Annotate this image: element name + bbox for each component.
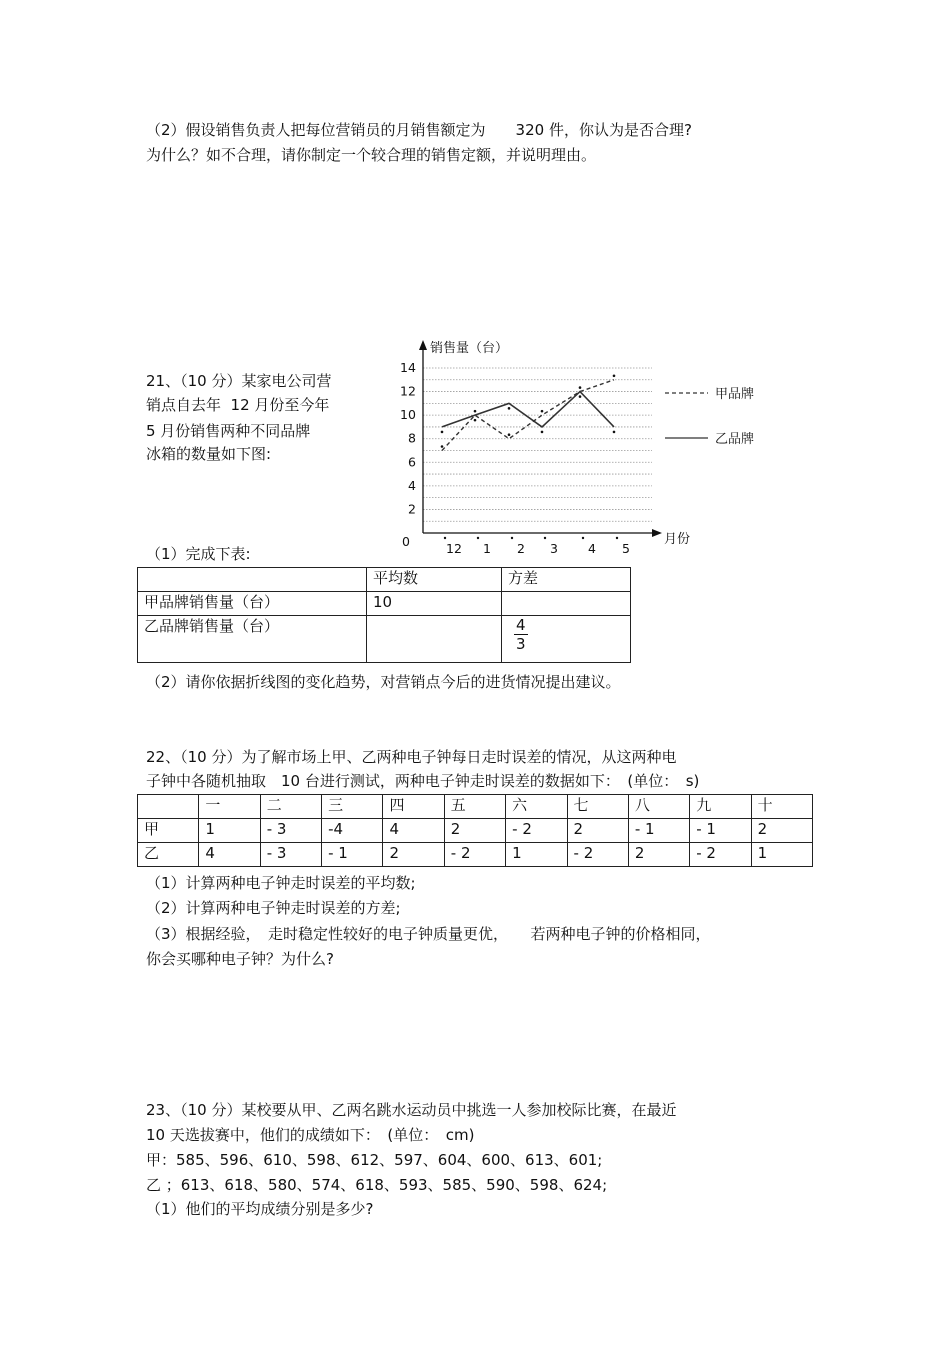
table-cell bbox=[138, 795, 199, 819]
q22-part: （1）计算两种电子钟走时误差的平均数; bbox=[146, 874, 416, 892]
table-cell: 1 bbox=[199, 819, 260, 843]
table-cell bbox=[138, 568, 367, 592]
x-tick-label: 2 bbox=[517, 541, 525, 556]
table-cell: 七 bbox=[567, 795, 628, 819]
table-cell: - 2 bbox=[690, 843, 751, 867]
table-row bbox=[138, 795, 813, 819]
table-cell: 九 bbox=[690, 795, 751, 819]
table-cell: - 2 bbox=[444, 843, 505, 867]
x-axis-label: 月份 bbox=[664, 532, 691, 547]
row-label-jia: 甲品牌销售量（台） bbox=[138, 592, 367, 616]
q21-intro-line: 冰箱的数量如下图: bbox=[146, 445, 272, 463]
q23-line2: 10 天选拔赛中，他们的成绩如下： (单位： cm) bbox=[146, 1126, 475, 1144]
series-line-2 bbox=[442, 392, 614, 427]
x-tick-mark bbox=[444, 537, 446, 539]
table-cell: - 1 bbox=[690, 819, 751, 843]
legend-label: 甲品牌 bbox=[715, 387, 755, 402]
x-tick-label: 1 bbox=[483, 541, 491, 556]
x-axis-arrow bbox=[652, 529, 662, 537]
legend-label: 乙品牌 bbox=[715, 432, 755, 447]
q20-part2-line1: （2）假设销售负责人把每位营销员的月销售额定为 320 件，你认为是否合理? bbox=[146, 121, 692, 139]
y-axis-arrow bbox=[419, 340, 427, 350]
table-cell: 五 bbox=[444, 795, 505, 819]
x-tick-label: 12 bbox=[446, 541, 462, 556]
data-point bbox=[541, 431, 544, 434]
q21-intro-line: 销点自去年 12 月份至今年 bbox=[146, 396, 330, 414]
table-cell: 六 bbox=[506, 795, 567, 819]
cell-jia-mean: 10 bbox=[367, 592, 502, 616]
table-cell: 二 bbox=[260, 795, 321, 819]
q23-jia-scores: 甲：585、596、610、598、612、597、604、600、613、601; bbox=[146, 1151, 603, 1169]
table-row bbox=[138, 592, 631, 616]
table-cell: 1 bbox=[506, 843, 567, 867]
y-tick-label: 6 bbox=[408, 454, 416, 470]
y-tick-label: 8 bbox=[408, 430, 416, 446]
data-point bbox=[441, 431, 444, 434]
q21-intro-line: 21、（10 分）某家电公司营 bbox=[146, 372, 332, 390]
table-cell: 四 bbox=[383, 795, 444, 819]
table-cell: - 2 bbox=[567, 843, 628, 867]
table-cell: -4 bbox=[322, 819, 383, 843]
x-tick-label: 4 bbox=[588, 541, 596, 556]
y-tick-label: 2 bbox=[408, 501, 416, 517]
x-tick-label: 3 bbox=[550, 541, 558, 556]
q22-part: （2）计算两种电子钟走时误差的方差; bbox=[146, 899, 401, 917]
data-point bbox=[474, 410, 477, 413]
data-point bbox=[508, 433, 511, 436]
table-cell: 1 bbox=[751, 843, 812, 867]
y-tick-label: 4 bbox=[408, 477, 416, 493]
y-tick-label: 14 bbox=[400, 360, 416, 375]
fraction-numerator: 4 bbox=[516, 616, 526, 634]
table-row bbox=[138, 568, 631, 592]
table-cell: - 2 bbox=[506, 819, 567, 843]
chart-axes bbox=[419, 340, 690, 547]
q20-part2-line2: 为什么？如不合理，请你制定一个较合理的销售定额，并说明理由。 bbox=[146, 146, 597, 164]
table-cell: - 1 bbox=[628, 819, 689, 843]
chart-ticks bbox=[400, 360, 630, 556]
table-cell: 4 bbox=[199, 843, 260, 867]
table-header-mean: 平均数 bbox=[367, 568, 502, 592]
fraction bbox=[514, 616, 528, 653]
x-tick-mark bbox=[582, 537, 584, 539]
cell-yi-mean bbox=[367, 616, 502, 663]
table-cell: 2 bbox=[444, 819, 505, 843]
q23-part1: （1）他们的平均成绩分别是多少? bbox=[146, 1200, 374, 1218]
x-tick-mark bbox=[477, 537, 479, 539]
table-cell: 2 bbox=[751, 819, 812, 843]
x-tick-mark bbox=[544, 537, 546, 539]
y-tick-label: 0 bbox=[402, 534, 410, 549]
table-cell: 十 bbox=[751, 795, 812, 819]
table-row bbox=[138, 616, 631, 663]
data-point bbox=[441, 445, 444, 448]
fraction-denominator: 3 bbox=[516, 635, 526, 653]
row-label-yi: 乙品牌销售量（台） bbox=[138, 616, 367, 663]
q21-stats-table bbox=[137, 567, 631, 663]
q22-line2: 子钟中各随机抽取 10 台进行测试，两种电子钟走时误差的数据如下： (单位： s) bbox=[146, 772, 700, 790]
q21-part2: （2）请你依据折线图的变化趋势，对营销点今后的进货情况提出建议。 bbox=[146, 673, 621, 691]
table-row bbox=[138, 843, 813, 867]
table-cell: 甲 bbox=[138, 819, 199, 843]
sales-line-chart bbox=[390, 330, 755, 565]
table-cell: - 3 bbox=[260, 819, 321, 843]
q22-error-table bbox=[137, 794, 813, 867]
chart-legend bbox=[665, 386, 754, 447]
y-axis-label: 销售量（台） bbox=[430, 341, 509, 356]
chart-gridlines bbox=[423, 368, 652, 521]
x-tick-mark bbox=[616, 537, 618, 539]
q21-part1: （1）完成下表: bbox=[146, 545, 251, 563]
table-cell: 三 bbox=[322, 795, 383, 819]
data-point bbox=[474, 419, 477, 422]
data-point bbox=[579, 386, 582, 389]
y-tick-label: 10 bbox=[400, 407, 416, 423]
table-cell: 八 bbox=[628, 795, 689, 819]
table-cell: 一 bbox=[199, 795, 260, 819]
table-cell: - 1 bbox=[322, 843, 383, 867]
x-tick-label: 5 bbox=[622, 541, 630, 556]
q23-yi-scores: 乙 ；613、618、580、574、618、593、585、590、598、624; bbox=[146, 1176, 608, 1194]
data-point bbox=[508, 407, 511, 410]
table-row bbox=[138, 819, 813, 843]
table-header-variance: 方差 bbox=[502, 568, 631, 592]
data-point bbox=[579, 395, 582, 398]
q22-part: （3）根据经验， 走时稳定性较好的电子钟质量更优， 若两种电子钟的价格相同， bbox=[146, 925, 711, 943]
table-cell: 2 bbox=[383, 843, 444, 867]
x-tick-mark bbox=[511, 537, 513, 539]
q22-line1: 22、（10 分）为了解市场上甲、乙两种电子钟每日走时误差的情况，从这两种电 bbox=[146, 748, 677, 766]
q22-part: 你会买哪种电子钟？为什么? bbox=[146, 950, 334, 968]
table-cell: 乙 bbox=[138, 843, 199, 867]
cell-jia-variance bbox=[502, 592, 631, 616]
data-point bbox=[613, 374, 616, 377]
table-cell: 2 bbox=[567, 819, 628, 843]
table-cell: 4 bbox=[383, 819, 444, 843]
data-point bbox=[613, 431, 616, 434]
y-tick-label: 12 bbox=[400, 383, 416, 399]
cell-yi-variance bbox=[502, 616, 631, 663]
data-point bbox=[541, 410, 544, 413]
table-cell: - 3 bbox=[260, 843, 321, 867]
q23-line1: 23、（10 分）某校要从甲、乙两名跳水运动员中挑选一人参加校际比赛，在最近 bbox=[146, 1101, 677, 1119]
table-cell: 2 bbox=[628, 843, 689, 867]
q21-intro-line: 5 月份销售两种不同品牌 bbox=[146, 422, 311, 440]
